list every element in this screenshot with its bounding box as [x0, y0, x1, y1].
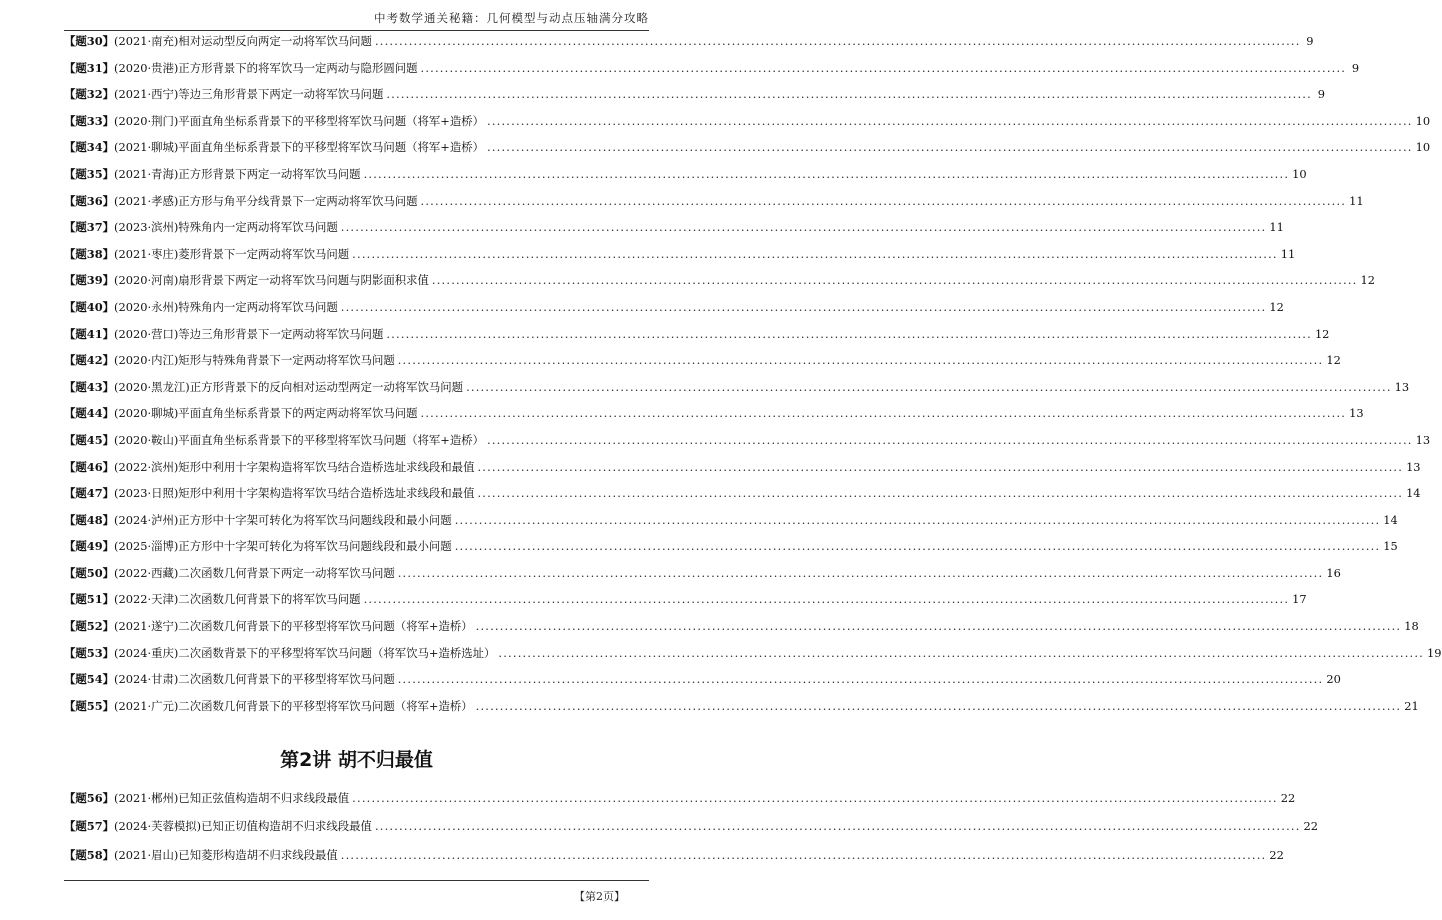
- toc-dot-leader: [421, 194, 1347, 208]
- toc-entry-tag: 【题41】: [64, 326, 115, 341]
- toc-entry-title: (2021·青海)正方形背景下两定一动将军饮马问题: [114, 166, 361, 181]
- toc-dot-leader: [398, 566, 1324, 580]
- toc-dot-leader: [487, 140, 1413, 154]
- toc-entry[interactable]: [64, 166, 1307, 193]
- toc-entry-tag: 【题58】: [64, 847, 115, 862]
- toc-entry-title: (2024·重庆)二次函数背景下的平移型将军饮马问题（将军饮马+造桥选址）: [114, 645, 496, 660]
- toc-entry-page: 13: [1406, 459, 1421, 474]
- toc-entry-title: (2020·黑龙江)正方形背景下的反向相对运动型两定一动将军饮马问题: [114, 379, 464, 394]
- toc-entry[interactable]: [64, 272, 1375, 299]
- toc-entry-title: (2024·甘肃)二次函数几何背景下的平移型将军饮马问题: [114, 672, 395, 687]
- toc-entry[interactable]: [64, 847, 1284, 875]
- toc-entry-title: (2021·西宁)等边三角形背景下两定一动将军饮马问题: [114, 87, 384, 102]
- toc-entry-tag: 【题32】: [64, 87, 115, 102]
- toc-dot-leader: [352, 247, 1278, 261]
- toc-entry[interactable]: [64, 485, 1421, 512]
- toc-entry-page: 22: [1303, 819, 1319, 834]
- toc-dot-leader: [466, 380, 1392, 394]
- toc-entry-title: (2023·日照)矩形中利用十字架构造将军饮马结合造桥选址求线段和最值: [114, 486, 475, 501]
- toc-entry[interactable]: [64, 591, 1307, 618]
- toc-entry-page: 10: [1292, 166, 1307, 181]
- toc-entry[interactable]: [64, 618, 1419, 645]
- toc-entry-page: 17: [1292, 592, 1307, 607]
- toc-entry-title: (2020·鞍山)平面直角坐标系背景下的平移型将军饮马问题（将军+造桥）: [114, 432, 485, 447]
- toc-entry[interactable]: [64, 512, 1398, 539]
- toc-entry-tag: 【题46】: [64, 459, 115, 474]
- toc-entry-tag: 【题36】: [64, 193, 115, 208]
- toc-entry-title: (2020·内江)矩形与特殊角背景下一定两动将军饮马问题: [114, 353, 395, 368]
- toc-entry[interactable]: [64, 432, 1431, 459]
- toc-entry-title: (2021·郴州)已知正弦值构造胡不归求线段最值: [114, 791, 350, 805]
- toc-entry-tag: 【题56】: [64, 791, 115, 805]
- toc-entry-page: 12: [1326, 353, 1341, 368]
- toc-entry-title: (2021·遂宁)二次函数几何背景下的平移型将军饮马问题（将军+造桥）: [114, 619, 473, 634]
- toc-entry-tag: 【题43】: [64, 379, 115, 394]
- toc-entry-tag: 【题55】: [64, 698, 115, 713]
- toc-entry-title: (2020·聊城)平面直角坐标系背景下的两定两动将军饮马问题: [114, 406, 418, 421]
- toc-entry-page: 11: [1269, 220, 1284, 235]
- toc-dot-leader: [455, 513, 1381, 527]
- toc-entry-title: (2021·聊城)平面直角坐标系背景下的平移型将军饮马问题（将军+造桥）: [114, 140, 485, 155]
- toc-entry-tag: 【题49】: [64, 539, 115, 554]
- toc-entry-tag: 【题34】: [64, 140, 115, 155]
- toc-dot-leader: [375, 34, 1301, 48]
- page-header: [64, 8, 649, 31]
- toc-entry-page: 12: [1360, 273, 1375, 288]
- toc-entry-tag: 【题33】: [64, 113, 115, 128]
- toc-entry-page: 13: [1349, 406, 1364, 421]
- toc-dot-leader: [476, 619, 1402, 633]
- toc-dot-leader: [398, 353, 1324, 367]
- toc-entry[interactable]: [64, 33, 1314, 60]
- toc-entry-title: (2024·芙蓉模拟)已知正切值构造胡不归求线段最值: [114, 819, 372, 834]
- toc-entry-title: (2020·荆门)平面直角坐标系背景下的平移型将军饮马问题（将军+造桥）: [114, 113, 485, 128]
- toc-entry-tag: 【题39】: [64, 273, 115, 288]
- toc-entry-page: 14: [1406, 486, 1421, 501]
- toc-entry-tag: 【题52】: [64, 619, 115, 634]
- toc-entry-tag: 【题35】: [64, 166, 115, 181]
- toc-entry-tag: 【题44】: [64, 406, 115, 421]
- toc-entry-page: 20: [1326, 672, 1341, 687]
- toc-entry-title: (2021·枣庄)菱形背景下一定两动将军饮马问题: [114, 246, 350, 261]
- toc-entry-tag: 【题37】: [64, 220, 115, 235]
- toc-entry-tag: 【题53】: [64, 645, 115, 660]
- toc-entry-page: 9: [1306, 34, 1314, 48]
- toc-dot-leader: [432, 273, 1358, 287]
- toc-entry[interactable]: [64, 219, 1284, 246]
- footer-page-number: 【第2页】: [574, 890, 625, 903]
- toc-entry-tag: 【题38】: [64, 246, 115, 261]
- toc-entry-title: (2021·广元)二次函数几何背景下的平移型将军饮马问题（将军+造桥）: [114, 698, 473, 713]
- toc-entry[interactable]: [64, 60, 1360, 87]
- toc-entry-title: (2022·滨州)矩形中利用十字架构造将军饮马结合造桥选址求线段和最值: [114, 459, 475, 474]
- toc-entry[interactable]: [64, 565, 1341, 592]
- toc-entry[interactable]: [64, 113, 1431, 140]
- toc-entry-tag: 【题45】: [64, 432, 115, 447]
- toc-entry-title: (2021·南充)相对运动型反向两定一动将军饮马问题: [114, 34, 372, 48]
- toc-entry[interactable]: [64, 790, 1296, 818]
- toc-entry[interactable]: [64, 326, 1330, 353]
- toc-dot-leader: [341, 220, 1267, 234]
- toc-dot-leader: [455, 539, 1381, 553]
- toc-entry-title: (2023·滨州)特殊角内一定两动将军饮马问题: [114, 220, 338, 235]
- toc-dot-leader: [341, 300, 1267, 314]
- toc-dot-leader: [386, 87, 1312, 101]
- toc-entry-page: 21: [1404, 698, 1419, 713]
- toc-entry-title: (2021·孝感)正方形与角平分线背景下一定两动将军饮马问题: [114, 193, 418, 208]
- toc-entry-title: (2025·淄博)正方形中十字架可转化为将军饮马问题线段和最小问题: [114, 539, 452, 554]
- toc-entry[interactable]: [64, 193, 1364, 220]
- toc-entry[interactable]: [64, 818, 1319, 846]
- toc-entry-page: 13: [1394, 379, 1410, 394]
- toc-entry-title: (2024·泸州)正方形中十字架可转化为将军饮马问题线段和最小问题: [114, 512, 452, 527]
- toc-entry-tag: 【题31】: [64, 60, 115, 75]
- toc-entry-page: 11: [1349, 193, 1364, 208]
- toc-list-part1: [64, 33, 1442, 724]
- toc-entry-title: (2020·贵港)正方形背景下的将军饮马一定两动与隐形圆问题: [114, 60, 418, 75]
- toc-dot-leader: [476, 699, 1402, 713]
- toc-dot-leader: [498, 646, 1424, 660]
- toc-entry[interactable]: [64, 645, 1442, 672]
- toc-dot-leader: [477, 460, 1403, 474]
- toc-entry-page: 18: [1404, 619, 1419, 634]
- lecture-title: 第2讲 胡不归最值: [280, 749, 433, 771]
- toc-entry-tag: 【题51】: [64, 592, 115, 607]
- toc-entry-page: 9: [1317, 87, 1325, 102]
- toc-entry-tag: 【题47】: [64, 486, 115, 501]
- toc-entry-title: (2020·营口)等边三角形背景下一定两动将军饮马问题: [114, 326, 384, 341]
- toc-entry-page: 22: [1269, 847, 1284, 862]
- toc-dot-leader: [386, 327, 1312, 341]
- toc-entry[interactable]: [64, 459, 1421, 486]
- toc-entry[interactable]: [64, 139, 1431, 166]
- toc-entry-tag: 【题30】: [64, 34, 115, 48]
- toc-dot-leader: [421, 61, 1347, 75]
- header-title: 中考数学通关秘籍：几何模型与动点压轴满分攻略: [374, 11, 649, 25]
- toc-dot-leader: [364, 167, 1290, 181]
- toc-entry[interactable]: [64, 671, 1341, 698]
- toc-entry-tag: 【题48】: [64, 512, 115, 527]
- toc-entry-page: 12: [1314, 326, 1330, 341]
- toc-dot-leader: [398, 672, 1324, 686]
- toc-entry[interactable]: [64, 352, 1341, 379]
- toc-entry[interactable]: [64, 299, 1284, 326]
- toc-entry[interactable]: [64, 86, 1325, 113]
- toc-entry-page: 13: [1415, 432, 1431, 447]
- toc-dot-leader: [364, 592, 1290, 606]
- toc-entry[interactable]: [64, 246, 1296, 273]
- toc-entry-page: 11: [1280, 246, 1296, 261]
- toc-entry-page: 22: [1280, 791, 1296, 805]
- toc-entry-title: (2020·永州)特殊角内一定两动将军饮马问题: [114, 299, 338, 314]
- toc-entry-tag: 【题40】: [64, 299, 115, 314]
- toc-entry-page: 10: [1415, 113, 1431, 128]
- toc-entry-tag: 【题42】: [64, 353, 115, 368]
- toc-dot-leader: [487, 433, 1413, 447]
- toc-entry-title: (2022·天津)二次函数几何背景下的将军饮马问题: [114, 592, 361, 607]
- toc-entry-tag: 【题50】: [64, 565, 115, 580]
- footer-divider: [64, 880, 649, 881]
- toc-entry-page: 10: [1415, 140, 1431, 155]
- toc-entry-page: 12: [1269, 299, 1284, 314]
- toc-entry-page: 9: [1351, 60, 1360, 75]
- toc-entry-tag: 【题54】: [64, 672, 115, 687]
- toc-list-part2: [64, 790, 1319, 875]
- toc-dot-leader: [352, 791, 1278, 805]
- toc-dot-leader: [375, 819, 1301, 833]
- toc-dot-leader: [421, 406, 1347, 420]
- toc-entry-page: 16: [1326, 565, 1341, 580]
- toc-dot-leader: [477, 486, 1403, 500]
- toc-entry-page: 15: [1383, 539, 1398, 554]
- toc-dot-leader: [341, 848, 1267, 862]
- toc-entry-page: 14: [1383, 512, 1398, 527]
- toc-entry[interactable]: [64, 698, 1419, 725]
- toc-entry[interactable]: [64, 538, 1398, 565]
- toc-entry-title: (2020·河南)扇形背景下两定一动将军饮马问题与阴影面积求值: [114, 273, 429, 288]
- toc-entry-title: (2021·眉山)已知菱形构造胡不归求线段最值: [114, 847, 338, 862]
- toc-entry-page: 19: [1427, 645, 1442, 660]
- toc-entry[interactable]: [64, 379, 1410, 406]
- toc-entry-tag: 【题57】: [64, 819, 115, 834]
- toc-entry-title: (2022·西藏)二次函数几何背景下两定一动将军饮马问题: [114, 565, 395, 580]
- toc-dot-leader: [487, 114, 1413, 128]
- toc-entry[interactable]: [64, 405, 1364, 432]
